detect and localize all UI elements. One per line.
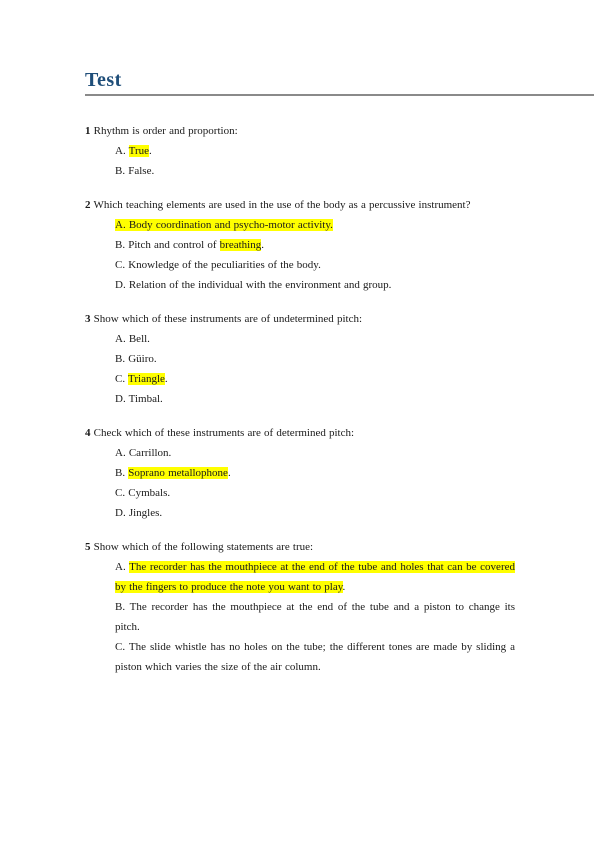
highlighted-text: True	[128, 145, 150, 157]
option-item: B. The recorder has the mouthpiece at the end of the tube and a piston to change its pitch.	[115, 601, 515, 633]
option-item: C. Knowledge of the peculiarities of the body.	[115, 259, 321, 271]
option-item: B. False.	[115, 165, 155, 177]
option-item: C. Triangle.	[115, 373, 168, 385]
question-number: 3	[85, 313, 91, 325]
options-list	[115, 443, 515, 523]
questions-list	[85, 121, 517, 677]
question-item	[85, 195, 517, 295]
option-item: B. Güiro.	[115, 353, 157, 365]
question-number: 5	[85, 541, 91, 553]
question-prompt: 1 Rhythm is order and proportion:	[85, 125, 238, 137]
options-list	[115, 557, 515, 677]
question-number: 1	[85, 125, 91, 137]
highlighted-text: Soprano metallophone	[128, 467, 228, 479]
question-prompt: 2 Which teaching elements are used in the use of the body as a percussive instrument?	[85, 199, 471, 211]
option-item: A. Bell.	[115, 333, 150, 345]
highlighted-text: breathing	[219, 239, 262, 251]
question-prompt: 5 Show which of the following statements are true:	[85, 541, 314, 553]
option-item: A. True.	[115, 145, 152, 157]
page-title: Test	[85, 69, 122, 91]
title-block	[85, 69, 594, 96]
option-item: D. Jingles.	[115, 507, 163, 519]
question-item	[85, 423, 517, 523]
option-item: C. The slide whistle has no holes on the tube; the different tones are made by sliding a piston which varies the size of the air column.	[115, 641, 515, 673]
option-item: D. Timbal.	[115, 393, 163, 405]
question-prompt: 3 Show which of these instruments are of undetermined pitch:	[85, 313, 363, 325]
highlighted-text: A. Body coordination and psycho-motor activity.	[115, 219, 333, 231]
question-item	[85, 121, 517, 181]
options-list	[115, 141, 515, 181]
question-item	[85, 537, 517, 677]
question-number: 2	[85, 199, 91, 211]
option-item: B. Pitch and control of breathing.	[115, 239, 264, 251]
option-item: B. Soprano metallophone.	[115, 467, 231, 479]
highlighted-text: The recorder has the mouthpiece at the end of the tube and holes that can be covered by the fingers to produce the note you want to play	[115, 561, 515, 593]
options-list	[115, 215, 515, 295]
option-item: C. Cymbals.	[115, 487, 171, 499]
option-item: A. Carrillon.	[115, 447, 172, 459]
question-prompt: 4 Check which of these instruments are of determined pitch:	[85, 427, 355, 439]
document-content	[85, 69, 594, 691]
option-item	[115, 215, 515, 235]
question-number: 4	[85, 427, 91, 439]
option-item: A. The recorder has the mouthpiece at the end of the tube and holes that can be covered by the fingers to produce the note you want to play.	[115, 561, 515, 593]
option-item: D. Relation of the individual with the environment and group.	[115, 279, 392, 291]
question-item	[85, 309, 517, 409]
options-list	[115, 329, 515, 409]
highlighted-text: Triangle	[128, 373, 165, 385]
